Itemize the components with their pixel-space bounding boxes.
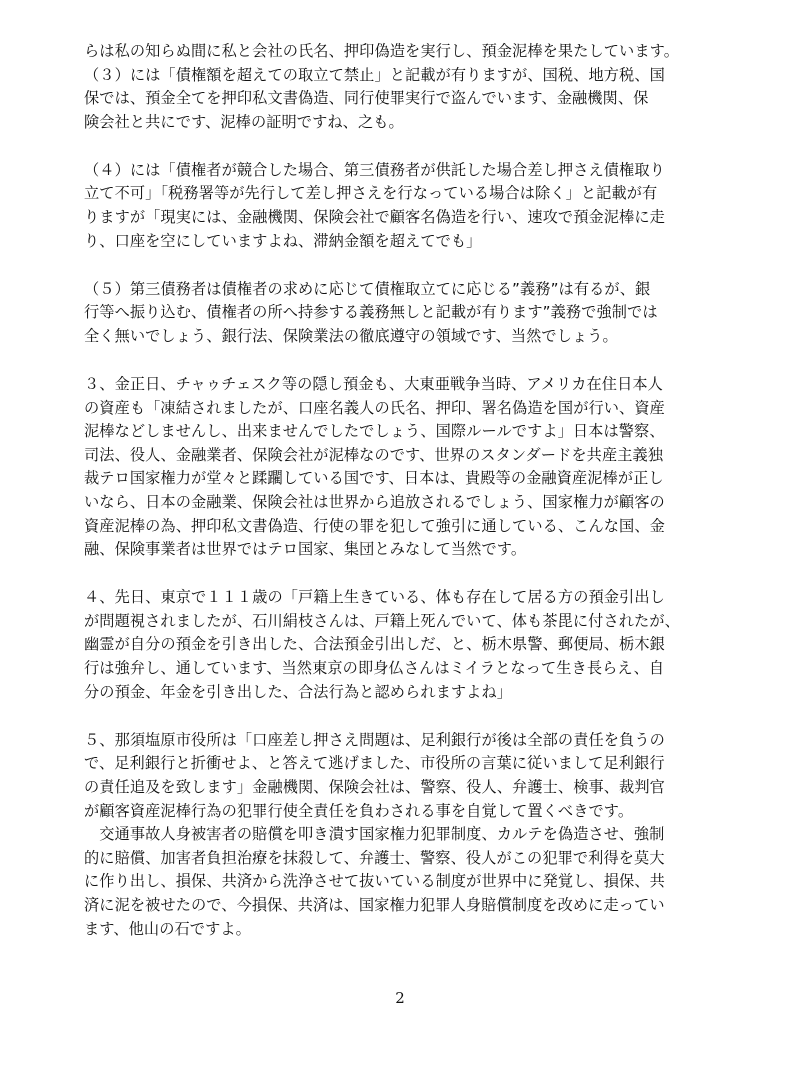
text-line: の資産も「凍結されましたが、口座名義人の氏名、押印、署名偽造を国が行い、資産 [84,398,665,417]
text-line: らは私の知らぬ間に私と会社の氏名、押印偽造を実行し、預金泥棒を果たしています。 [84,42,679,60]
text-line: 交通事故人身被害者の賠償を叩き潰す国家権力犯罪制度、カルテを偽造させ、強制 [84,825,665,844]
text-line: 融、保険事業者は世界ではテロ国家、集団とみなして当然です。 [84,540,527,559]
text-line: ４、先日、東京で１１１歳の「戸籍上生きている、体も存在して居る方の預金引出し [84,588,665,607]
paragraph-gap [84,349,724,374]
text-line: 全く無いでしょう、銀行法、保険業法の徹底遵守の領域です、当然でしょう。 [84,326,618,345]
text-line: いなら、日本の金融業、保険会社は世界から追放されるでしょう、国家権力が顧客の [84,493,665,511]
text-line: 幽霊が自分の預金を引き出した、合法預金引出しだ、と、栃木県警、郵便局、栃木銀 [84,635,665,654]
paragraph-gap [84,704,724,729]
document-body [84,40,724,941]
text-line: （５）第三債務者は債権者の求めに応じて債権取立てに応じる”義務”は有るが、銀 [84,279,651,298]
text-line: 泥棒などしませんし、出来ませんでしたでしょう、国際ルールですよ」日本は警察、 [84,422,665,441]
paragraph-item-4 [84,159,724,253]
text-line: 険会社と共にです、泥棒の証明ですね、之も。 [84,112,404,131]
paragraph-gap [84,134,724,159]
text-line: 行等へ振り込む、債権者の所へ持参する義務無しと記載が有ります”義務で強制では [84,303,658,322]
paragraph-gap [84,562,724,587]
text-line: で、足利銀行と折衝せよ、と答えて逃げました、市役所の言葉に従いまして足利銀行 [84,754,665,773]
text-line: が顧客資産泥棒行為の犯罪行使全責任を負わされる事を自覚して置くべきです。 [84,801,634,820]
paragraph-gap [84,253,724,278]
text-line: 司法、役人、金融業者、保険会社が泥棒なのです、世界のスタンダードを共産主義独 [84,445,664,464]
text-line: 裁テロ国家権力が堂々と蹂躙している国です、日本は、貴殿等の金融資産泥棒が正し [84,469,664,488]
text-line: 行は強弁し、通しています、当然東京の即身仏さんはミイラとなって生き長らえ、自 [84,659,665,678]
page-number: 2 [395,989,405,1007]
text-line: 資産泥棒の為、押印私文書偽造、行使の罪を犯して強引に通している、こんな国、金 [84,516,665,535]
text-line: り、口座を空にしていますよね、滞納金額を超えてでも」 [84,231,482,250]
text-line: ます、他山の石ですよ。 [84,919,251,938]
text-line: 済に泥を被せたので、今損保、共済は、国家権力犯罪人身賠償制度を改めに走ってい [84,895,665,914]
paragraph-section-3 [84,373,724,562]
paragraph-section-5 [84,729,724,941]
text-line: （３）には「債権額を超えての取立て禁止」と記載が有りますが、国税、地方税、国 [84,65,665,84]
text-line: に作り出し、損保、共済から洗浄させて抜いている制度が世界中に発覚し、損保、共 [84,872,665,891]
text-line: 分の預金、年金を引き出した、合法行為と認められますよね」 [84,682,513,701]
text-line: が問題視されましたが、石川絹枝さんは、戸籍上死んでいて、体も茶毘に付されたが、 [84,611,680,630]
text-line: 保では、預金全てを押印私文書偽造、同行使罪実行で盗んでいます、金融機関、保 [84,89,649,108]
text-line: ５、那須塩原市役所は「口座差し押さえ問題は、足利銀行が後は全部の責任を負うの [84,730,665,749]
paragraph-section-4 [84,586,724,704]
paragraph-item-5 [84,278,724,349]
paragraph-continuation [84,40,724,134]
text-line: 立て不可」「税務署等が先行して差し押さえを行なっている場合は除く」と記載が有 [84,184,658,203]
text-line: 的に賠償、加害者負担治療を抹殺して、弁護士、警察、役人がこの犯罪で利得を莫大 [84,848,665,867]
text-line: （４）には「債権者が競合した場合、第三債務者が供託した場合差し押さえ債権取り [84,160,665,179]
text-line: りますが「現実には、金融機関、保険会社で顧客名偽造を行い、速攻で預金泥棒に走 [84,208,665,227]
text-line: の責任追及を致します」金融機関、保険会社は、警察、役人、弁護士、検事、裁判官 [84,777,665,796]
text-line: ３、金正日、チャゥチェスク等の隠し預金も、大東亜戦争当時、アメリカ在住日本人 [84,375,663,394]
